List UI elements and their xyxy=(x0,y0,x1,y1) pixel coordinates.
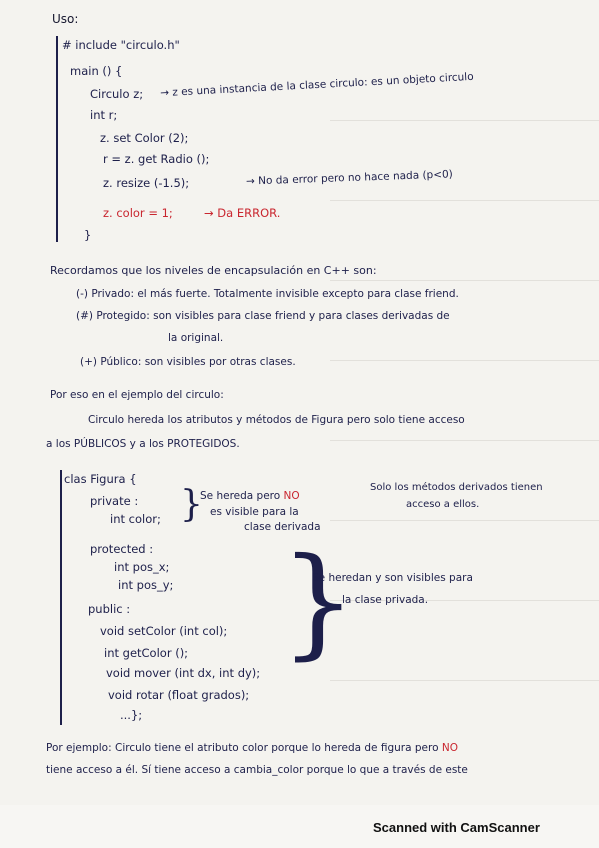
protected-pos-x: int pos_x; xyxy=(114,560,170,574)
public-mover: void mover (int dx, int dy); xyxy=(106,666,261,680)
class-margin-line xyxy=(60,470,62,725)
private-note-1 xyxy=(200,490,300,502)
circulo-hereda-line-1: Circulo hereda los atributos y métodos de Figura pero solo tiene acceso xyxy=(88,414,465,426)
private-note-3: clase derivada xyxy=(244,521,321,533)
private-note-2: es visible para la xyxy=(210,506,299,518)
level-public: (+) Público: son visibles por otras clases. xyxy=(80,356,296,368)
inherited-brace: } xyxy=(280,533,357,672)
code-decl-int: int r; xyxy=(90,108,118,122)
code-get-radio: r = z. get Radio (); xyxy=(103,152,210,166)
code-set-color: z. set Color (2); xyxy=(100,131,189,145)
protected-note-2: la clase privada. xyxy=(342,594,429,606)
class-header: clas Figura { xyxy=(64,472,137,486)
scanner-watermark: Scanned with CamScanner xyxy=(373,820,540,835)
protected-pos-y: int pos_y; xyxy=(118,578,174,592)
public-set-color: void setColor (int col); xyxy=(100,624,228,638)
circulo-hereda-line-2: a los PÚBLICOS y a los PROTEGIDOS. xyxy=(46,438,240,450)
code-color-assign: z. color = 1; xyxy=(103,206,173,220)
public-rotar: void rotar (float grados); xyxy=(108,688,250,702)
private-brace: } xyxy=(180,484,203,525)
code-margin-line xyxy=(56,36,58,242)
note-instancia: → z es una instancia de la clase circulo: es un objeto circulo xyxy=(159,70,474,100)
code-resize: z. resize (-1.5); xyxy=(103,176,190,190)
note-error: → Da ERROR. xyxy=(204,206,281,220)
public-label: public : xyxy=(88,602,131,616)
por-eso-heading: Por eso en el ejemplo del circulo: xyxy=(50,389,224,401)
recordamos-heading: Recordamos que los niveles de encapsulación en C++ son: xyxy=(50,264,377,277)
ejemplo-line-2: tiene acceso a él. Sí tiene acceso a cambia_color porque lo que a través de este xyxy=(46,764,468,776)
level-private: (-) Privado: el más fuerte. Totalmente invisible excepto para clase friend. xyxy=(76,288,459,300)
protected-note-1: Se heredan y son visibles para xyxy=(312,572,473,584)
note-resize: → No da error pero no hace nada (p<0) xyxy=(245,168,454,188)
public-get-color: int getColor (); xyxy=(104,646,189,660)
metodos-note-2: acceso a ellos. xyxy=(406,499,480,510)
metodos-note-1: Solo los métodos derivados tienen xyxy=(370,482,543,493)
level-protected: (#) Protegido: son visibles para clase friend y para clases derivadas de xyxy=(76,310,450,322)
class-end: ...}; xyxy=(120,708,143,722)
code-close-brace: } xyxy=(84,228,92,242)
bleed-through-background xyxy=(330,0,599,720)
emphasis-no: NO xyxy=(283,490,300,502)
code-include: # include "circulo.h" xyxy=(62,38,180,52)
private-label: private : xyxy=(90,494,139,508)
uso-heading: Uso: xyxy=(52,12,79,26)
ejemplo-line-1: Por ejemplo: Circulo tiene el atributo color porque lo hereda de figura pero NO xyxy=(46,742,458,754)
private-int-color: int color; xyxy=(110,512,161,526)
private-note-1-text: Se hereda pero NO xyxy=(200,490,300,502)
code-decl-circulo: Circulo z; xyxy=(90,87,144,101)
protected-label: protected : xyxy=(90,542,154,556)
code-main: main () { xyxy=(70,64,123,78)
level-protected-cont: la original. xyxy=(168,332,224,344)
emphasis-no: NO xyxy=(441,742,458,754)
